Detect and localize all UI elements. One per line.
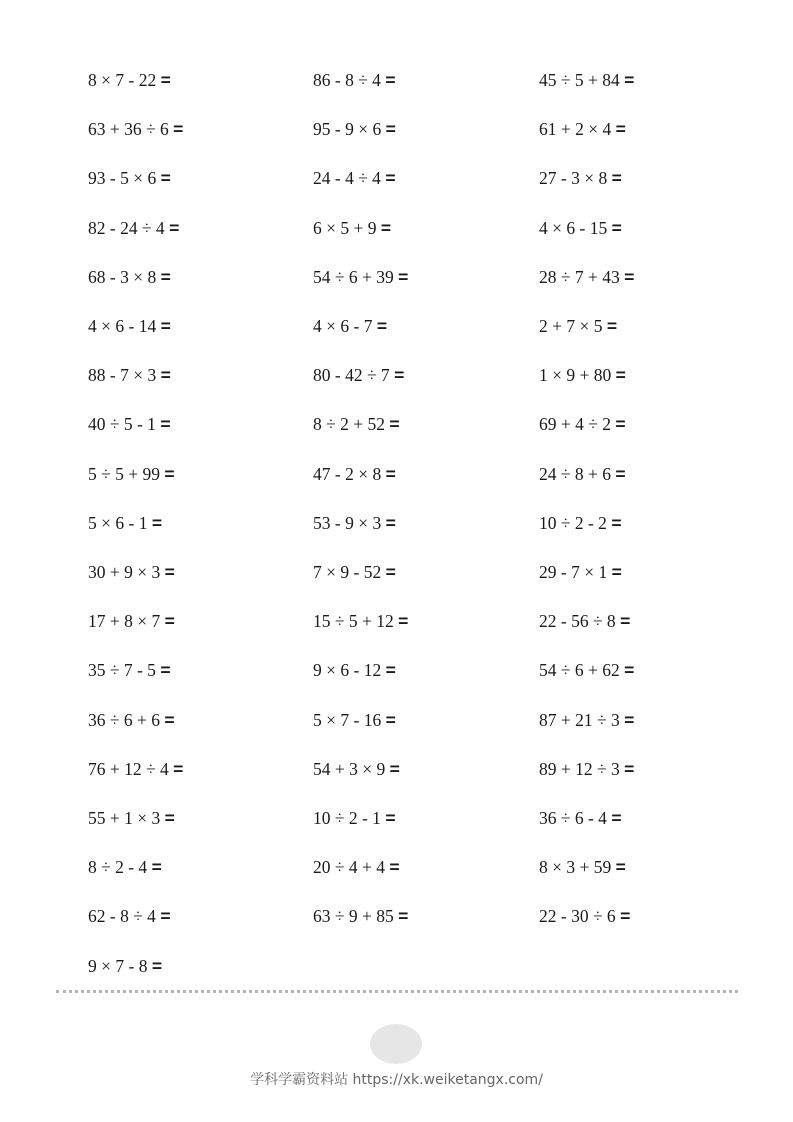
equals-sign: = [173,758,184,779]
equals-sign: = [160,414,171,435]
equals-sign: = [615,857,626,878]
problem-expression: 36 ÷ 6 + 6 [88,709,160,730]
math-problem [88,951,162,981]
problem-expression: 2 + 7 × 5 [539,316,603,336]
math-problem [313,360,404,390]
problem-expression: 1 × 9 + 80 [539,365,612,386]
page-number-badge [370,1024,422,1064]
equals-sign: = [160,70,171,90]
equals-sign: = [611,217,622,238]
equals-sign: = [606,316,618,336]
math-problem [88,65,171,95]
equals-sign: = [394,365,405,386]
equals-sign: = [169,217,180,238]
equals-sign: = [611,808,622,828]
equals-sign: = [611,562,622,582]
equals-sign: = [385,709,396,730]
math-problem [88,508,162,538]
problem-expression: 20 ÷ 4 + 4 [313,857,385,878]
problem-expression: 8 × 3 + 59 [539,857,612,878]
dotted-divider [56,990,738,993]
problem-expression: 4 × 6 - 7 [313,316,373,336]
equals-sign: = [160,168,171,189]
problem-expression: 28 ÷ 7 + 43 [539,266,620,287]
problem-row [0,163,793,193]
math-problem [88,852,162,882]
problem-row [0,459,793,489]
problem-row [0,655,793,685]
problem-expression: 8 ÷ 2 - 4 [88,857,148,878]
equals-sign: = [160,365,171,386]
equals-sign: = [389,414,400,435]
equals-sign: = [620,906,631,927]
problem-expression: 76 + 12 ÷ 4 [88,758,169,779]
math-problem [88,163,171,193]
math-problem [88,557,175,587]
problem-expression: 10 ÷ 2 - 2 [539,512,607,533]
math-problem [539,606,630,636]
equals-sign: = [164,808,175,828]
problem-row [0,803,793,833]
math-problem [313,262,408,292]
problem-expression: 54 ÷ 6 + 39 [313,266,394,287]
problem-expression: 54 ÷ 6 + 62 [539,660,620,681]
math-problem [313,655,396,685]
equals-sign: = [160,316,171,336]
problem-expression: 10 ÷ 2 - 1 [313,808,381,828]
footer-watermark: 学科学霸资料站 https://xk.weiketangx.com/ [250,1072,543,1088]
problem-expression: 9 × 7 - 8 [88,955,148,976]
problem-expression: 36 ÷ 6 - 4 [539,808,607,828]
problem-expression: 80 - 42 ÷ 7 [313,365,390,386]
equals-sign: = [164,611,175,632]
math-problem [88,262,171,292]
equals-sign: = [398,906,409,927]
problem-expression: 4 × 6 - 15 [539,217,608,238]
equals-sign: = [615,119,626,140]
math-problem [88,655,171,685]
problem-expression: 5 ÷ 5 + 99 [88,463,160,484]
math-problem [88,311,171,341]
problem-expression: 45 ÷ 5 + 84 [539,70,620,90]
problem-expression: 55 + 1 × 3 [88,808,161,828]
problem-expression: 30 + 9 × 3 [88,562,161,582]
problem-row [0,606,793,636]
math-problem [539,114,626,144]
problem-expression: 29 - 7 × 1 [539,562,608,582]
problem-expression: 5 × 7 - 16 [313,709,382,730]
equals-sign: = [151,857,162,878]
problem-expression: 53 - 9 × 3 [313,512,382,533]
math-problem [313,705,396,735]
problem-expression: 47 - 2 × 8 [313,463,382,484]
math-problem [88,409,171,439]
problem-expression: 27 - 3 × 8 [539,168,608,189]
problem-row [0,754,793,784]
math-problem [88,754,183,784]
math-problem [539,557,622,587]
math-problem [313,409,400,439]
equals-sign: = [624,70,635,90]
equals-sign: = [385,463,396,484]
equals-sign: = [385,660,396,681]
equals-sign: = [615,365,626,386]
math-problem [88,213,179,243]
problem-row [0,213,793,243]
math-problem [88,606,175,636]
equals-sign: = [160,906,171,927]
problem-row [0,114,793,144]
math-problem [313,311,387,341]
math-problem [313,754,400,784]
problem-expression: 61 + 2 × 4 [539,119,612,140]
math-problem [539,459,626,489]
equals-sign: = [385,119,396,140]
problem-expression: 17 + 8 × 7 [88,611,161,632]
problem-row [0,508,793,538]
equals-sign: = [624,709,635,730]
problem-expression: 68 - 3 × 8 [88,266,157,287]
problem-expression: 89 + 12 ÷ 3 [539,758,620,779]
equals-sign: = [376,316,388,336]
problem-row [0,705,793,735]
equals-sign: = [389,758,400,779]
problem-expression: 9 × 6 - 12 [313,660,382,681]
math-problem [539,754,634,784]
math-problem [539,852,626,882]
problem-expression: 63 ÷ 9 + 85 [313,906,394,927]
math-problem [313,163,396,193]
math-problem [88,114,183,144]
problem-expression: 24 - 4 ÷ 4 [313,168,381,189]
equals-sign: = [385,808,396,828]
equals-sign: = [398,266,409,287]
equals-sign: = [173,119,184,140]
math-problem [313,901,408,931]
math-problem [313,508,396,538]
equals-sign: = [620,611,631,632]
problem-row [0,311,793,341]
equals-sign: = [389,857,400,878]
problem-expression: 88 - 7 × 3 [88,365,157,386]
problem-expression: 22 - 56 ÷ 8 [539,611,616,632]
math-problem [88,803,175,833]
problem-expression: 15 ÷ 5 + 12 [313,611,394,632]
equals-sign: = [164,463,175,484]
equals-sign: = [624,660,635,681]
equals-sign: = [615,463,626,484]
problem-expression: 95 - 9 × 6 [313,119,382,140]
math-problem [539,901,630,931]
problem-row [0,409,793,439]
problem-expression: 8 × 7 - 22 [88,70,157,90]
problem-expression: 35 ÷ 7 - 5 [88,660,156,681]
equals-sign: = [164,562,175,582]
problem-expression: 87 + 21 ÷ 3 [539,709,620,730]
math-problem [539,803,622,833]
equals-sign: = [160,660,171,681]
math-problem [539,213,622,243]
equals-sign: = [385,512,396,533]
math-problem [313,803,396,833]
problem-row [0,360,793,390]
problem-row [0,852,793,882]
problem-expression: 54 + 3 × 9 [313,758,386,779]
equals-sign: = [160,266,171,287]
problem-row [0,951,793,981]
equals-sign: = [151,512,163,533]
problem-expression: 86 - 8 ÷ 4 [313,70,381,90]
equals-sign: = [380,217,392,238]
math-problem [88,459,175,489]
problem-expression: 40 ÷ 5 - 1 [88,414,156,435]
equals-sign: = [385,70,396,90]
math-problem [539,360,626,390]
problem-expression: 4 × 6 - 14 [88,316,157,336]
math-problem [539,65,634,95]
math-problem [88,360,171,390]
math-problem [539,655,634,685]
problem-row [0,262,793,292]
problem-expression: 8 ÷ 2 + 52 [313,414,385,435]
problem-expression: 7 × 9 - 52 [313,562,382,582]
problem-expression: 82 - 24 ÷ 4 [88,217,165,238]
equals-sign: = [615,414,626,435]
math-problem [313,213,391,243]
problem-row [0,65,793,95]
equals-sign: = [611,168,622,189]
problem-expression: 6 × 5 + 9 [313,217,377,238]
problem-expression: 22 - 30 ÷ 6 [539,906,616,927]
math-problem [88,901,171,931]
math-problem [313,65,396,95]
math-problem [539,163,622,193]
math-problem [313,114,396,144]
math-problem [539,409,626,439]
math-problem [539,262,634,292]
equals-sign: = [385,168,396,189]
equals-sign: = [151,955,163,976]
problem-expression: 62 - 8 ÷ 4 [88,906,156,927]
math-problem [88,705,175,735]
problem-row [0,901,793,931]
problem-expression: 24 ÷ 8 + 6 [539,463,611,484]
math-problem [313,852,400,882]
equals-sign: = [385,562,396,582]
equals-sign: = [611,512,622,533]
problem-expression: 93 - 5 × 6 [88,168,157,189]
math-problem [539,705,634,735]
math-problem [313,459,396,489]
equals-sign: = [624,758,635,779]
math-problem [313,606,408,636]
problem-row [0,557,793,587]
problem-expression: 5 × 6 - 1 [88,512,148,533]
math-problem [313,557,396,587]
equals-sign: = [398,611,409,632]
problem-expression: 63 + 36 ÷ 6 [88,119,169,140]
equals-sign: = [164,709,175,730]
problem-expression: 69 + 4 ÷ 2 [539,414,611,435]
math-problem [539,311,617,341]
equals-sign: = [624,266,635,287]
math-problem [539,508,622,538]
